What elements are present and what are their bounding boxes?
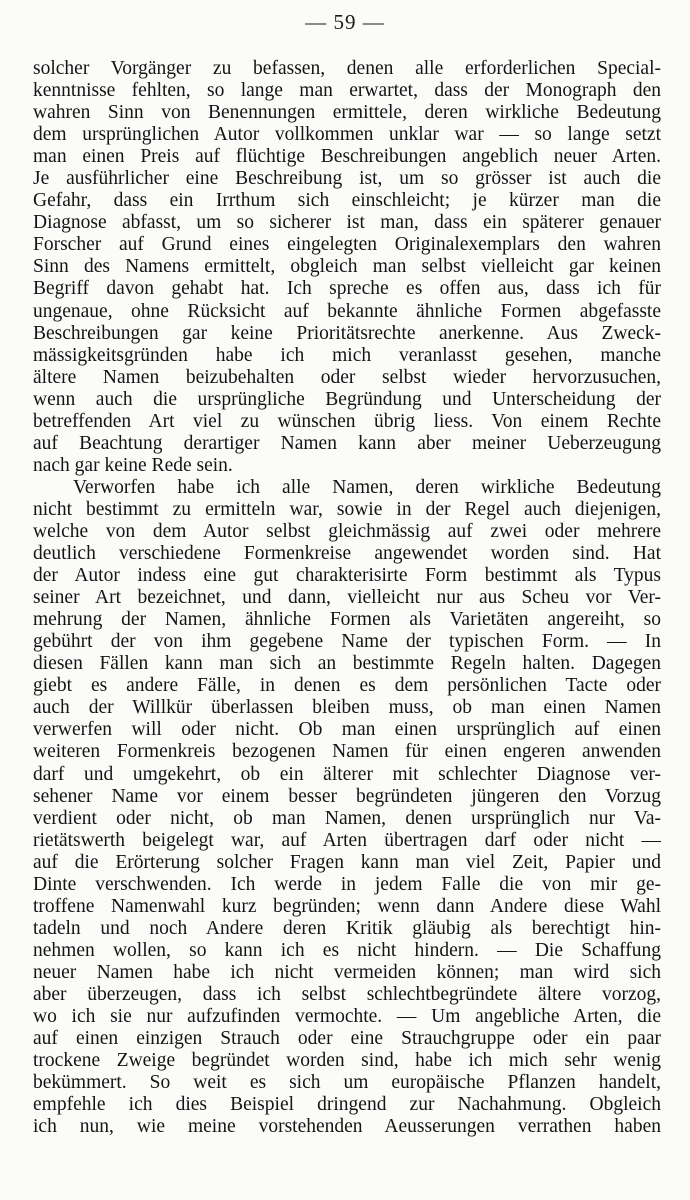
text-line: kenntnisse fehlten, so lange man erwartet, dass der Monograph den	[33, 80, 661, 102]
text-line: auf die Erörterung solcher Fragen kann man viel Zeit, Papier und	[33, 851, 661, 873]
text-line: ich nun, wie meine vorstehenden Aeusserungen verrathen haben	[33, 1116, 661, 1138]
text-line: mehrung der Namen, ähnliche Formen als Varietäten angereiht, so	[33, 609, 661, 631]
body-text	[33, 58, 661, 1138]
text-line: Sinn des Namens ermittelt, obgleich man selbst vielleicht gar keinen	[33, 256, 661, 278]
text-line: Diagnose abfasst, um so sicherer ist man, dass ein späterer genauer	[33, 212, 661, 234]
text-line: darf und umgekehrt, ob ein älterer mit schlechter Diagnose ver-	[33, 763, 661, 785]
text-line: auch der Willkür überlassen bleiben muss, ob man einen Namen	[33, 697, 661, 719]
text-line: Gefahr, dass ein Irrthum sich einschleicht; je kürzer man die	[33, 190, 661, 212]
page-number: — 59 —	[305, 10, 385, 34]
text-line: nach gar keine Rede sein.	[33, 454, 233, 476]
text-line: ältere Namen beizubehalten oder selbst wieder hervorzusuchen,	[33, 366, 661, 388]
text-line: welche von dem Autor selbst gleichmässig auf zwei oder mehrere	[33, 520, 661, 542]
text-line: tadeln und noch Andere deren Kritik gläubig als berechtigt hin-	[33, 917, 661, 939]
text-line: Je ausführlicher eine Beschreibung ist, um so grösser ist auch die	[33, 168, 661, 190]
text-line: auf Beachtung derartiger Namen kann aber meiner Ueberzeugung	[33, 432, 661, 454]
text-line: trockene Zweige begründet worden sind, habe ich mich sehr wenig	[33, 1050, 661, 1072]
text-line: Forscher auf Grund eines eingelegten Originalexemplars den wahren	[33, 234, 661, 256]
text-line: nicht bestimmt zu ermitteln war, sowie in der Regel auch diejenigen,	[33, 498, 661, 520]
text-line: deutlich verschiedene Formenkreise angewendet worden sind. Hat	[33, 543, 661, 565]
text-line: bekümmert. So weit es sich um europäische Pflanzen handelt,	[33, 1072, 661, 1094]
text-line: mässigkeitsgründen habe ich mich veranlasst gesehen, manche	[33, 344, 661, 366]
text-line: Dinte verschwenden. Ich werde in jedem Falle die von mir ge-	[33, 873, 661, 895]
text-line: empfehle ich dies Beispiel dringend zur Nachahmung. Obgleich	[33, 1094, 661, 1116]
text-line: der Autor indess eine gut charakterisirte Form bestimmt als Typus	[33, 565, 661, 587]
text-line: man einen Preis auf flüchtige Beschreibungen angeblich neuer Arten.	[33, 146, 661, 168]
text-line: neuer Namen habe ich nicht vermeiden können; man wird sich	[33, 961, 661, 983]
text-line: betreffenden Art viel zu wünschen übrig liess. Von einem Rechte	[33, 410, 661, 432]
text-line: Begriff davon gehabt hat. Ich spreche es offen aus, dass ich für	[33, 278, 661, 300]
text-line: Beschreibungen gar keine Prioritätsrechte anerkenne. Aus Zweck-	[33, 322, 661, 344]
text-line: giebt es andere Fälle, in denen es dem persönlichen Tacte oder	[33, 675, 661, 697]
text-line: ungenaue, ohne Rücksicht auf bekannte ähnliche Formen abgefasste	[33, 300, 661, 322]
text-line: verwerfen will oder nicht. Ob man einen ursprünglich auf einen	[33, 719, 661, 741]
text-line: wenn auch die ursprüngliche Begründung und Unterscheidung der	[33, 388, 661, 410]
text-line: nehmen wollen, so kann ich es nicht hindern. — Die Schaffung	[33, 939, 661, 961]
text-line: dem ursprünglichen Autor vollkommen unklar war — so lange setzt	[33, 124, 661, 146]
text-line: aber überzeugen, dass ich selbst schlechtbegründete ältere vorzog,	[33, 983, 661, 1005]
text-line: auf einen einzigen Strauch oder eine Strauchgruppe oder ein paar	[33, 1028, 661, 1050]
text-line: troffene Namenwahl kurz begründen; wenn dann Andere diese Wahl	[33, 895, 661, 917]
text-line: wo ich sie nur aufzufinden vermochte. — Um angebliche Arten, die	[33, 1006, 661, 1028]
text-line: rietätswerth beigelegt war, auf Arten übertragen darf oder nicht —	[33, 829, 661, 851]
text-line: diesen Fällen kann man sich an bestimmte Regeln halten. Dagegen	[33, 653, 661, 675]
text-line: gebührt der von ihm gegebene Name der typischen Form. — In	[33, 631, 661, 653]
text-line: solcher Vorgänger zu befassen, denen alle erforderlichen Special-	[33, 58, 661, 79]
text-line: weiteren Formenkreis bezogenen Namen für einen engeren anwenden	[33, 741, 661, 763]
text-line: seiner Art bezeichnet, und dann, vielleicht nur aus Scheu vor Ver-	[33, 587, 661, 609]
text-line: verdient oder nicht, ob man Namen, denen ursprünglich nur Va-	[33, 807, 661, 829]
text-line: Verworfen habe ich alle Namen, deren wirkliche Bedeutung	[73, 476, 661, 498]
text-line: wahren Sinn von Benennungen ermittele, deren wirkliche Bedeutung	[33, 102, 661, 124]
text-line: sehener Name vor einem besser begründeten jüngeren den Vorzug	[33, 785, 661, 807]
